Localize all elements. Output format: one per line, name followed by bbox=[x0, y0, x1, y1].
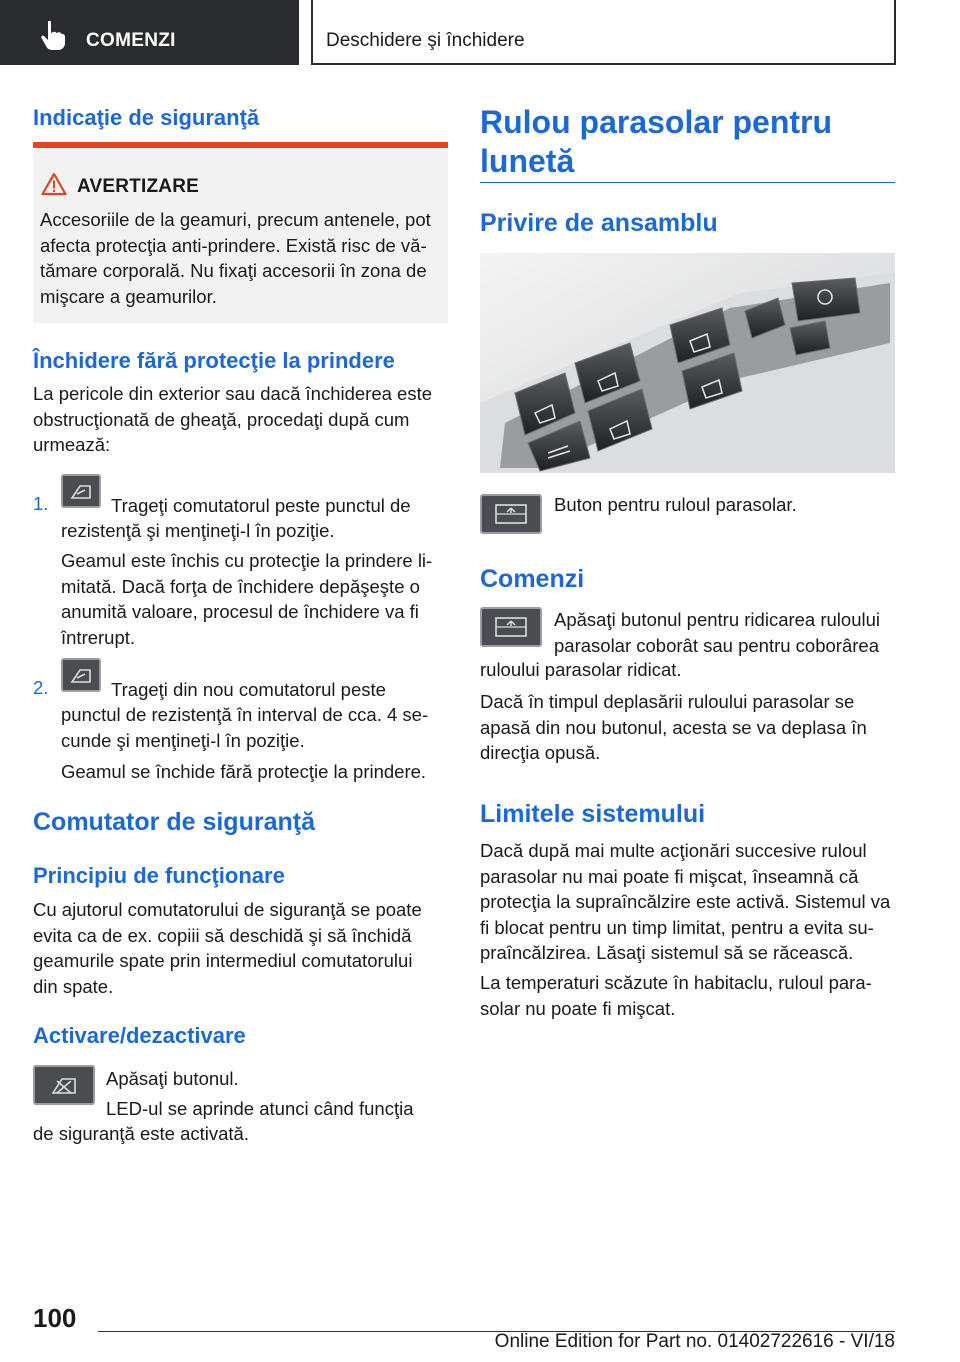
controls-heading: Comenzi bbox=[480, 565, 585, 593]
overview-heading: Privire de ansamblu bbox=[480, 209, 718, 237]
section-tab[interactable] bbox=[0, 0, 299, 65]
step-text: Trageţi comutatorul peste punctul de bbox=[111, 495, 411, 516]
warning-text: Accesoriile de la geamuri, precum antenele, pot afecta protecţia anti-prindere. Există risc de vă- tămare corporală. Nu fixaţi accesorii în zona de mişcare a geamurilor. bbox=[40, 209, 431, 307]
chapter-label: Deschidere şi închidere bbox=[326, 30, 525, 51]
chapter-tab[interactable] bbox=[311, 0, 896, 65]
window-switch-photo bbox=[480, 253, 895, 473]
photo-caption: Buton pentru ruloul parasolar. bbox=[554, 494, 797, 515]
controls-text: ruloului parasolar ridicat. bbox=[480, 659, 682, 680]
page-number: 100 bbox=[33, 1303, 77, 1333]
close-intro: La pericole din exterior sau dacă închiderea este obstrucţionată de gheaţă, procedaţi după cum urmează: bbox=[33, 383, 433, 455]
step-number: 2. bbox=[33, 677, 49, 698]
warning-box bbox=[33, 142, 448, 323]
hand-pointer-icon bbox=[40, 20, 66, 50]
window-switch-icon bbox=[61, 658, 101, 692]
controls-text-2: Dacă în timpul deplasării ruloului parasolar se apasă din nou butonul, acesta se va deplasa în direcţia opusă. bbox=[480, 691, 867, 763]
limits-heading: Limitele sistemului bbox=[480, 800, 706, 828]
principle-heading: Principiu de funcţionare bbox=[33, 863, 285, 888]
activate-text: Apăsaţi butonul. bbox=[106, 1068, 239, 1089]
activate-heading: Activare/dezactivare bbox=[33, 1023, 246, 1048]
principle-text: Cu ajutorul comutatorului de siguranţă se poate evita ca de ex. copiii să deschidă şi să închidă geamurile spate prin intermediul comutatorului din spate. bbox=[33, 899, 422, 997]
warning-title: AVERTIZARE bbox=[77, 176, 199, 197]
step-text: Trageţi din nou comutatorul peste bbox=[111, 679, 386, 700]
activate-text: LED-ul se aprinde atunci când funcţia bbox=[106, 1098, 414, 1119]
edition-text: Online Edition for Part no. 01402722616 - VI/18 bbox=[494, 1331, 895, 1352]
controls-text: Apăsaţi butonul pentru ridicarea ruloului parasolar coborât sau pentru coborârea bbox=[554, 609, 881, 656]
step-note: Geamul se închide fără protecţie la prindere. bbox=[61, 761, 427, 782]
step-note: Geamul este închis cu protecţie la prindere li- mitată. Dacă forţa de închidere depăşeşte o anumită valoare, procesul de închidere va fi întrerupt. bbox=[61, 550, 433, 648]
title-divider bbox=[480, 182, 895, 183]
limits-text: Dacă după mai multe acţionări succesive ruloul parasolar nu mai poate fi mişcat, înseamnă că protecţia la supraîncălzire este activă. Sistemul va fi blocat pentru un timp limitat, pentru a evita su- praîncălzirea. Lăsaţi sistemul să se răcească. bbox=[480, 840, 891, 963]
step-number: 1. bbox=[33, 493, 49, 514]
sunblind-button-icon bbox=[480, 494, 542, 534]
section-label: COMENZI bbox=[86, 30, 176, 51]
switch-heading: Comutator de siguranţă bbox=[33, 808, 315, 836]
activate-text: de siguranţă este activată. bbox=[33, 1123, 249, 1144]
safety-heading: Indicaţie de siguranţă bbox=[33, 105, 260, 130]
warning-triangle-icon bbox=[41, 172, 67, 196]
page-title: Rulou parasolar pentru lunetă bbox=[480, 104, 833, 179]
step-text: punctul de rezistenţă în interval de cca. 4 se- cunde şi menţineţi-l în poziţie. bbox=[61, 704, 429, 751]
step-text: rezistenţă şi menţineţi-l în poziţie. bbox=[61, 520, 335, 541]
child-lock-button-icon bbox=[33, 1065, 95, 1105]
limits-text-2: La temperaturi scăzute în habitaclu, ruloul para- solar nu poate fi mişcat. bbox=[480, 972, 872, 1019]
window-switch-icon bbox=[61, 474, 101, 508]
close-heading: Închidere fără protecţie la prindere bbox=[33, 348, 395, 373]
sunblind-button-icon bbox=[480, 607, 542, 647]
